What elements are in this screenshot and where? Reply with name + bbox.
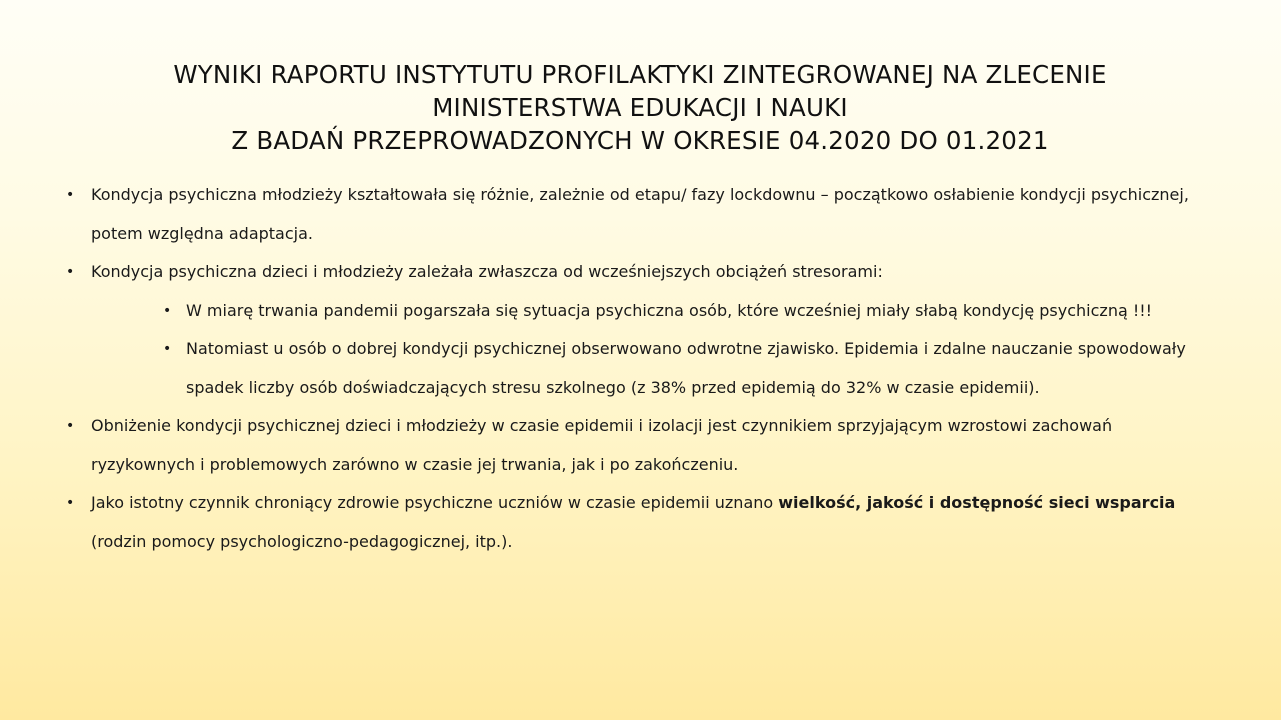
slide-title (80, 58, 1200, 157)
bullet-point-icon: • (163, 341, 172, 357)
bullet-item-4 (66, 484, 1216, 561)
bullet-point-icon: • (66, 264, 75, 280)
bullet-point-icon: • (66, 187, 75, 203)
bullet-text-after: (rodzin pomocy psychologiczno-pedagogicznej, itp.). (91, 531, 513, 551)
bullet-item-1 (66, 176, 1216, 253)
bullet-text-emphasis: wielkość, jakość i dostępność sieci wsparcia (778, 493, 1176, 512)
title-line-3: Z BADAŃ PRZEPROWADZONYCH W OKRESIE 04.2020 DO 01.2021 (231, 126, 1049, 155)
bullet-point-icon: • (163, 302, 172, 319)
bullet-point-icon: • (66, 418, 75, 434)
title-line-2: MINISTERSTWA EDUKACJI I NAUKI (432, 93, 848, 122)
bullet-text: Kondycja psychiczna dzieci i młodzieży zależała zwłaszcza od wcześniejszych obciążeń stresorami: (91, 262, 883, 281)
sub-bullet-text: Natomiast u osób o dobrej kondycji psychicznej obserwowano odwrotne zjawisko. Epidemia i zdalne nauczanie spowodowały spadek liczby osób doświadczających stresu szkolnego (z 38% przed epidemią do 32% w czasie epidemii). (186, 339, 1186, 397)
bullet-text-before: Jako istotny czynnik chroniący zdrowie psychiczne uczniów w czasie epidemii uznano (91, 493, 779, 512)
bullet-item-2 (66, 253, 1216, 292)
sub-bullet-item-2 (66, 330, 1216, 407)
title-line-1: WYNIKI RAPORTU INSTYTUTU PROFILAKTYKI ZINTEGROWANEJ NA ZLECENIE (173, 60, 1107, 89)
bullet-point-icon: • (66, 495, 75, 511)
bullet-item-3 (66, 407, 1216, 484)
bullet-text: Obniżenie kondycji psychicznej dzieci i młodzieży w czasie epidemii i izolacji jest czynnikiem sprzyjającym wzrostowi zachowań ryzykownych i problemowych zarówno w czasie jej trwania, jak i po zakończeniu. (91, 416, 1113, 474)
bullet-list (66, 176, 1216, 561)
sub-bullet-item-1 (66, 292, 1216, 331)
sub-bullet-text: W miarę trwania pandemii pogarszała się sytuacja psychiczna osób, które wcześniej miały słabą kondycję psychiczną !!! (186, 300, 1153, 320)
bullet-text: Kondycja psychiczna młodzieży kształtowała się różnie, zależnie od etapu/ fazy lockdownu – początkowo osłabienie kondycji psychicznej, potem względna adaptacja. (91, 185, 1189, 243)
